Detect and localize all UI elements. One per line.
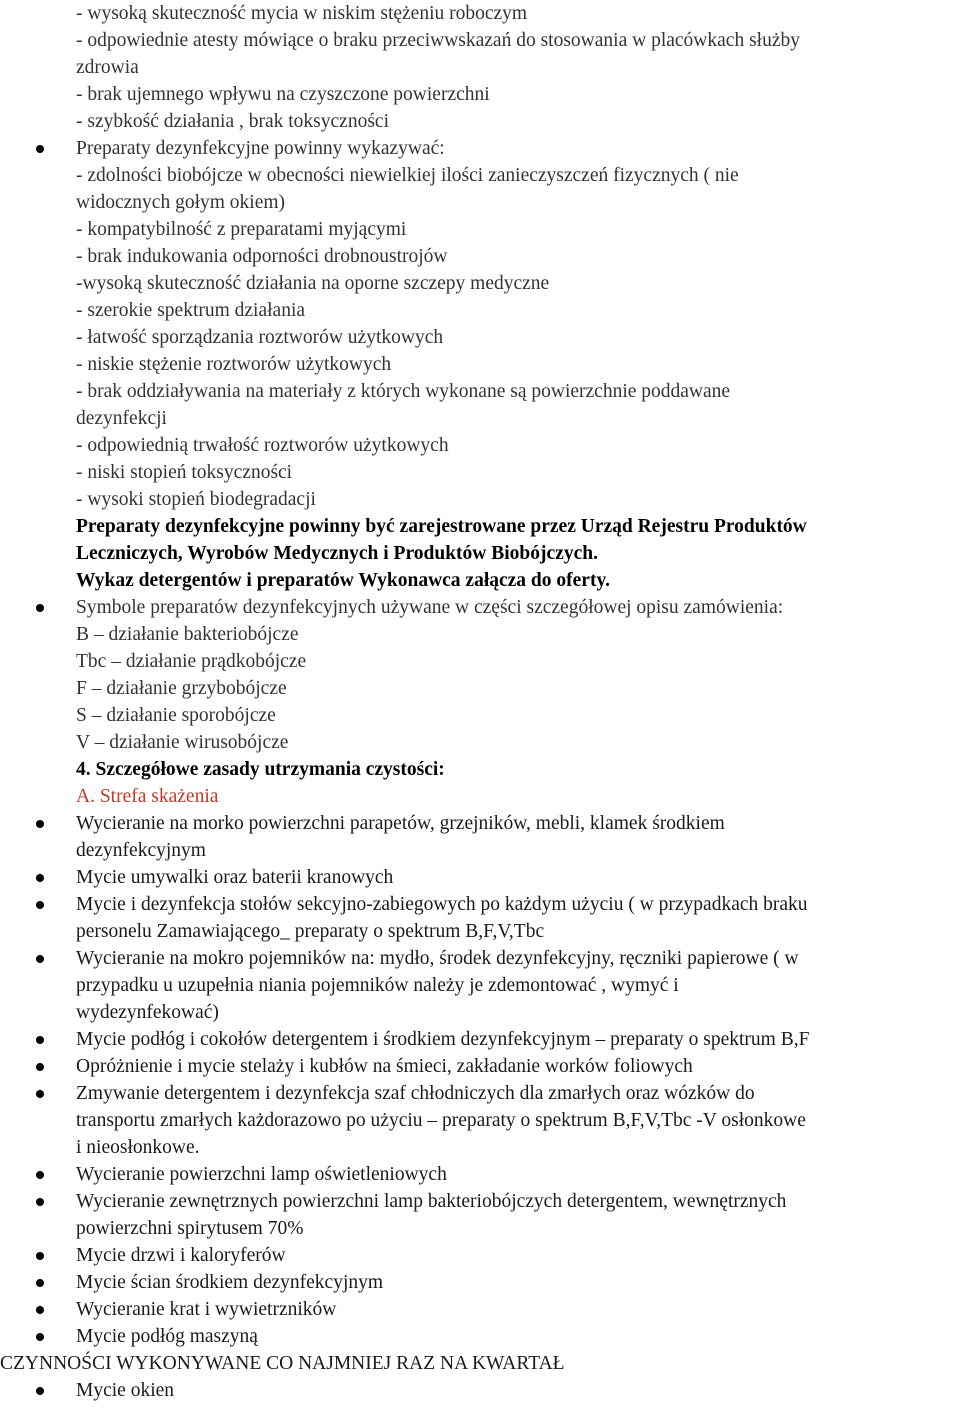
bullet-icon	[36, 874, 44, 882]
text-line: Wykaz detergentów i preparatów Wykonawca załącza do oferty.	[76, 570, 611, 591]
text-line: - odpowiednie atesty mówiące o braku przeciwwskazań do stosowania w placówkach służby	[76, 30, 800, 51]
bullet-item-text: Mycie okien	[76, 1380, 175, 1401]
bullet-item-text: Mycie ścian środkiem dezynfekcyjnym	[76, 1272, 384, 1293]
text-line: personelu Zamawiającego_ preparaty o spektrum B,F,V,Tbc	[76, 921, 545, 942]
text-line: -wysoką skuteczność działania na oporne szczepy medyczne	[76, 273, 550, 294]
text-line: - kompatybilność z preparatami myjącymi	[76, 219, 407, 240]
text-line: 4. Szczegółowe zasady utrzymania czystości:	[76, 759, 445, 780]
bullet-icon	[36, 1171, 44, 1179]
bullet-item-text: Wycieranie krat i wywietrzników	[76, 1299, 337, 1320]
bullet-item-text: Mycie podłóg maszyną	[76, 1326, 258, 1347]
bullet-item-text: Preparaty dezynfekcyjne powinny wykazywać:	[76, 138, 445, 159]
bullet-item-text: Wycieranie powierzchni lamp oświetleniowych	[76, 1164, 447, 1185]
bullet-item-text: Mycie i dezynfekcja stołów sekcyjno-zabiegowych po każdym użyciu ( w przypadkach braku	[76, 894, 808, 915]
bullet-icon	[36, 1063, 44, 1071]
text-line: - szybkość działania , brak toksyczności	[76, 111, 389, 132]
bullet-item-text: Wycieranie zewnętrznych powierzchni lamp bakteriobójczych detergentem, wewnętrznych	[76, 1191, 787, 1212]
text-line: dezynfekcyjnym	[76, 840, 206, 861]
bullet-item-text: Wycieranie na morko powierzchni parapetów, grzejników, mebli, klamek środkiem	[76, 813, 725, 834]
text-line: - łatwość sporządzania roztworów użytkowych	[76, 327, 444, 348]
bullet-icon	[36, 604, 44, 612]
bullet-icon	[36, 820, 44, 828]
text-line: powierzchni spirytusem 70%	[76, 1218, 304, 1239]
text-line: - brak ujemnego wpływu na czyszczone powierzchni	[76, 84, 490, 105]
text-line: - wysoką skuteczność mycia w niskim stężeniu roboczym	[76, 3, 528, 24]
text-line: - niskie stężenie roztworów użytkowych	[76, 354, 392, 375]
text-line: Tbc – działanie prądkobójcze	[76, 651, 307, 672]
text-line: - niski stopień toksyczności	[76, 462, 293, 483]
text-line: S – działanie sporobójcze	[76, 705, 276, 726]
bullet-item-text: Symbole preparatów dezynfekcyjnych używane w części szczegółowej opisu zamówienia:	[76, 597, 784, 618]
text-line: Leczniczych, Wyrobów Medycznych i Produktów Biobójczych.	[76, 543, 598, 564]
bullet-icon	[36, 1036, 44, 1044]
bullet-icon	[36, 1198, 44, 1206]
text-line: Preparaty dezynfekcyjne powinny być zarejestrowane przez Urząd Rejestru Produktów	[76, 516, 807, 537]
text-line: A. Strefa skażenia	[76, 786, 219, 807]
text-line: - zdolności biobójcze w obecności niewielkiej ilości zanieczyszczeń fizycznych ( nie	[76, 165, 739, 186]
text-line: widocznych gołym okiem)	[76, 192, 286, 213]
bullet-item-text: Zmywanie detergentem i dezynfekcja szaf chłodniczych dla zmarłych oraz wózków do	[76, 1083, 755, 1104]
bullet-item-text: Mycie podłóg i cokołów detergentem i środkiem dezynfekcyjnym – preparaty o spektrum B,F	[76, 1029, 810, 1050]
text-line: - brak indukowania odporności drobnoustrojów	[76, 246, 448, 267]
text-line: i nieosłonkowe.	[76, 1137, 200, 1158]
text-line: zdrowia	[76, 57, 139, 78]
text-line: wydezynfekować)	[76, 1002, 219, 1023]
bullet-icon	[36, 1387, 44, 1395]
bullet-icon	[36, 901, 44, 909]
bullet-icon	[36, 1333, 44, 1341]
bullet-icon	[36, 1252, 44, 1260]
bullet-item-text: Wycieranie na mokro pojemników na: mydło, środek dezynfekcyjny, ręczniki papierowe ( w	[76, 948, 799, 969]
text-line: przypadku u uzupełnia niania pojemników należy je zdemontować , wymyć i	[76, 975, 679, 996]
bullet-item-text: Mycie umywalki oraz baterii kranowych	[76, 867, 394, 888]
text-line: - odpowiednią trwałość roztworów użytkowych	[76, 435, 449, 456]
text-line: - brak oddziaływania na materiały z których wykonane są powierzchnie poddawane	[76, 381, 731, 402]
text-line: - szerokie spektrum działania	[76, 300, 306, 321]
text-line: transportu zmarłych każdorazowo po użyciu – preparaty o spektrum B,F,V,Tbc -V osłonkowe	[76, 1110, 806, 1131]
bullet-icon	[36, 145, 44, 153]
bullet-icon	[36, 955, 44, 963]
bullet-icon	[36, 1090, 44, 1098]
text-line: V – działanie wirusobójcze	[76, 732, 289, 753]
bullet-item-text: Mycie drzwi i kaloryferów	[76, 1245, 286, 1266]
bullet-icon	[36, 1306, 44, 1314]
text-line: CZYNNOŚCI WYKONYWANE CO NAJMNIEJ RAZ NA KWARTAŁ	[0, 1353, 565, 1374]
text-line: B – działanie bakteriobójcze	[76, 624, 299, 645]
text-line: F – działanie grzybobójcze	[76, 678, 287, 699]
text-line: dezynfekcji	[76, 408, 167, 429]
text-line: - wysoki stopień biodegradacji	[76, 489, 316, 510]
bullet-icon	[36, 1279, 44, 1287]
bullet-item-text: Opróżnienie i mycie stelaży i kubłów na śmieci, zakładanie worków foliowych	[76, 1056, 693, 1077]
